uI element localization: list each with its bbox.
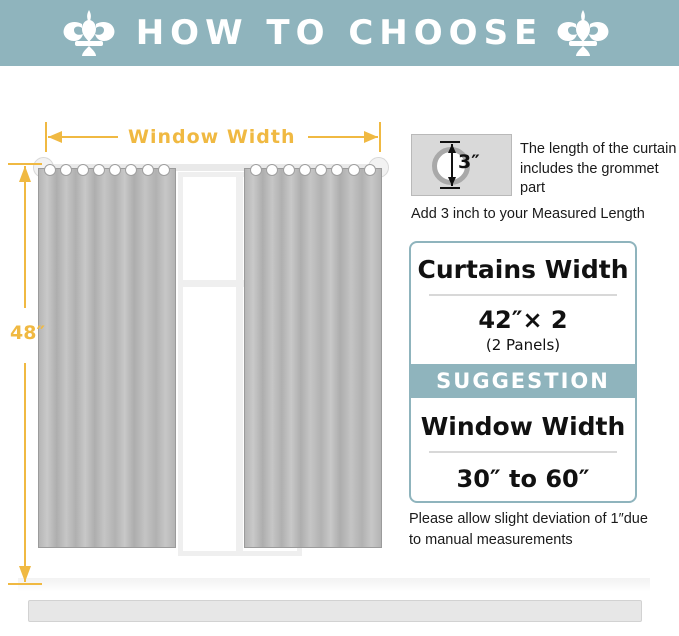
curtain-panel-right	[244, 168, 382, 548]
grommet-icon	[77, 164, 89, 176]
grommet-icon	[44, 164, 56, 176]
add-length-note: Add 3 inch to your Measured Length	[411, 206, 645, 222]
card-window-width-range: 30″ to 60″	[456, 465, 590, 493]
card-curtains-width-value: 42″× 2	[478, 306, 568, 334]
grommet-row-right	[250, 163, 376, 176]
grommet-icon	[125, 164, 137, 176]
grommet-icon	[250, 164, 262, 176]
grommet-icon	[315, 164, 327, 176]
fleur-de-lis-icon	[556, 10, 610, 56]
card-panels-note: (2 Panels)	[485, 336, 561, 354]
grommet-icon	[299, 164, 311, 176]
floor-strip	[28, 600, 642, 622]
fleur-de-lis-icon	[62, 10, 116, 56]
curtain-panel-left	[38, 168, 176, 548]
height-measure-arrow	[8, 158, 42, 590]
floor-shadow	[18, 578, 650, 592]
grommet-row-left	[44, 163, 170, 176]
grommet-height-arrow	[440, 139, 460, 191]
window-mullion-vertical	[236, 172, 243, 556]
grommet-icon	[266, 164, 278, 176]
window-height-label: 48″	[10, 322, 45, 344]
grommet-icon	[158, 164, 170, 176]
grommet-icon	[331, 164, 343, 176]
card-title-curtains-width: Curtains Width	[417, 255, 629, 284]
grommet-icon	[93, 164, 105, 176]
grommet-icon	[283, 164, 295, 176]
grommet-icon	[348, 164, 360, 176]
suggestion-card	[409, 241, 637, 503]
grommet-icon	[142, 164, 154, 176]
grommet-icon	[60, 164, 72, 176]
card-divider	[429, 294, 617, 296]
page-title: HOW TO CHOOSE	[135, 13, 544, 53]
deviation-note: Please allow slight deviation of 1″due to manual measurements	[409, 511, 648, 549]
grommet-note: The length of the curtain includes the grommet part	[520, 141, 677, 197]
grommet-size-label: 3″	[458, 151, 480, 173]
grommet-icon	[109, 164, 121, 176]
window-width-label: Window Width	[128, 126, 296, 148]
card-divider	[429, 451, 617, 453]
grommet-icon	[364, 164, 376, 176]
card-suggestion-banner: SUGGESTION	[411, 364, 635, 398]
card-title-window-width: Window Width	[420, 412, 626, 441]
